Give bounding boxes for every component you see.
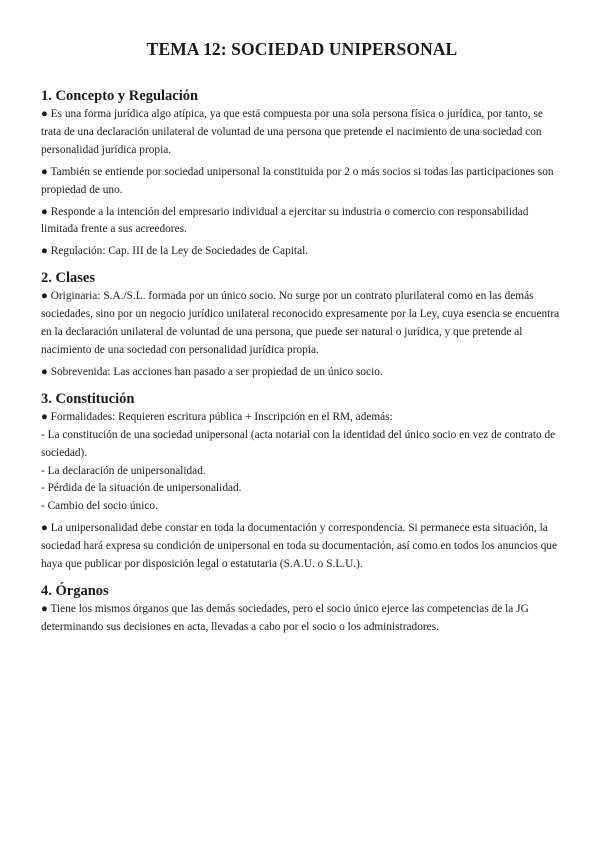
section-heading: 1. Concepto y Regulación <box>41 88 199 104</box>
bullet-paragraph <box>41 106 563 160</box>
paragraph-text: Es una forma jurídica algo atípica, ya que está compuesta por una sola persona física o jurídica, por tanto, se trata de una declaración unilateral de voluntad de una persona que pretende el nacimiento de una sociedad con personalidad jurídica propia. <box>41 108 543 156</box>
bullet-paragraph <box>41 364 563 382</box>
bullet-icon: ● <box>41 365 48 378</box>
bullet-icon: ● <box>41 205 48 218</box>
bullet-icon: ● <box>41 602 48 615</box>
section-heading: 2. Clases <box>41 270 95 287</box>
list-item: - Cambio del socio único. <box>41 500 158 513</box>
bullet-icon: ● <box>41 108 48 120</box>
list-item: - La constitución de una sociedad unipersonal (acta notarial con la identidad del único socio en vez de contrato de sociedad). <box>41 428 556 459</box>
section-heading: 4. Órganos <box>41 582 109 599</box>
paragraph-text: Originaria: S.A./S.L. formada por un único socio. No surge por un contrato plurilateral como en las demás sociedades, sino por un negocio jurídico unilateral reconocido expresamente por la Ley, cuya esencia se encuentra en la declaración unilateral de voluntad de una persona, que puede ser natural o jurídica, y que pretende al nacimiento de una sociedad con personalidad jurídica propia. <box>41 290 560 356</box>
paragraph-text: La unipersonalidad debe constar en toda la documentación y correspondencia. Si permanece esta situación, la sociedad hará expresa su condición de unipersonal en toda su documentación, así como en todos los anuncios que haya que publicar por disposición legal o estatutaria (S.A.U. o S.L.U.). <box>41 522 558 571</box>
bullet-paragraph <box>41 520 563 574</box>
paragraph-text: Responde a la intención del empresario individual a ejercitar su industria o comercio con responsabilidad limitada frente a sus acreedores. <box>41 205 529 236</box>
document-page <box>41 38 563 641</box>
bullet-paragraph <box>41 409 563 427</box>
section-heading: 3. Constitución <box>41 390 135 407</box>
list-item: - Pérdida de la situación de unipersonalidad. <box>41 482 242 495</box>
section-organos <box>41 582 563 637</box>
section-constitucion <box>41 390 563 574</box>
bullet-icon: ● <box>41 290 48 303</box>
paragraph-text: Tiene los mismos órganos que las demás sociedades, pero el socio único ejerce las competencias de la JG determinando sus decisiones en acta, llevadas a cabo por el socio o los administradores. <box>41 602 529 633</box>
paragraph-text: Sobrevenida: Las acciones han pasado a ser propiedad de un único socio. <box>50 365 383 378</box>
list-item: - La declaración de unipersonalidad. <box>41 464 206 477</box>
bullet-paragraph <box>41 164 563 200</box>
paragraph-text: Formalidades: Requieren escritura pública + Inscripción en el RM, además: <box>50 410 393 423</box>
bullet-paragraph <box>41 204 563 240</box>
bullet-paragraph <box>41 243 563 261</box>
bullet-icon: ● <box>41 165 48 178</box>
bullet-icon: ● <box>41 522 48 535</box>
section-concepto <box>41 87 563 261</box>
section-clases <box>41 269 563 382</box>
paragraph-text: Regulación: Cap. III de la Ley de Sociedades de Capital. <box>50 245 309 258</box>
paragraph-text: También se entiende por sociedad unipersonal la constituida por 2 o más socios si todas las participaciones son propiedad de uno. <box>41 165 554 196</box>
bullet-paragraph <box>41 601 563 637</box>
bullet-icon: ● <box>41 410 48 423</box>
page-title: TEMA 12: SOCIEDAD UNIPERSONAL <box>146 39 458 59</box>
bullet-icon: ● <box>41 245 48 258</box>
bullet-paragraph <box>41 288 563 360</box>
